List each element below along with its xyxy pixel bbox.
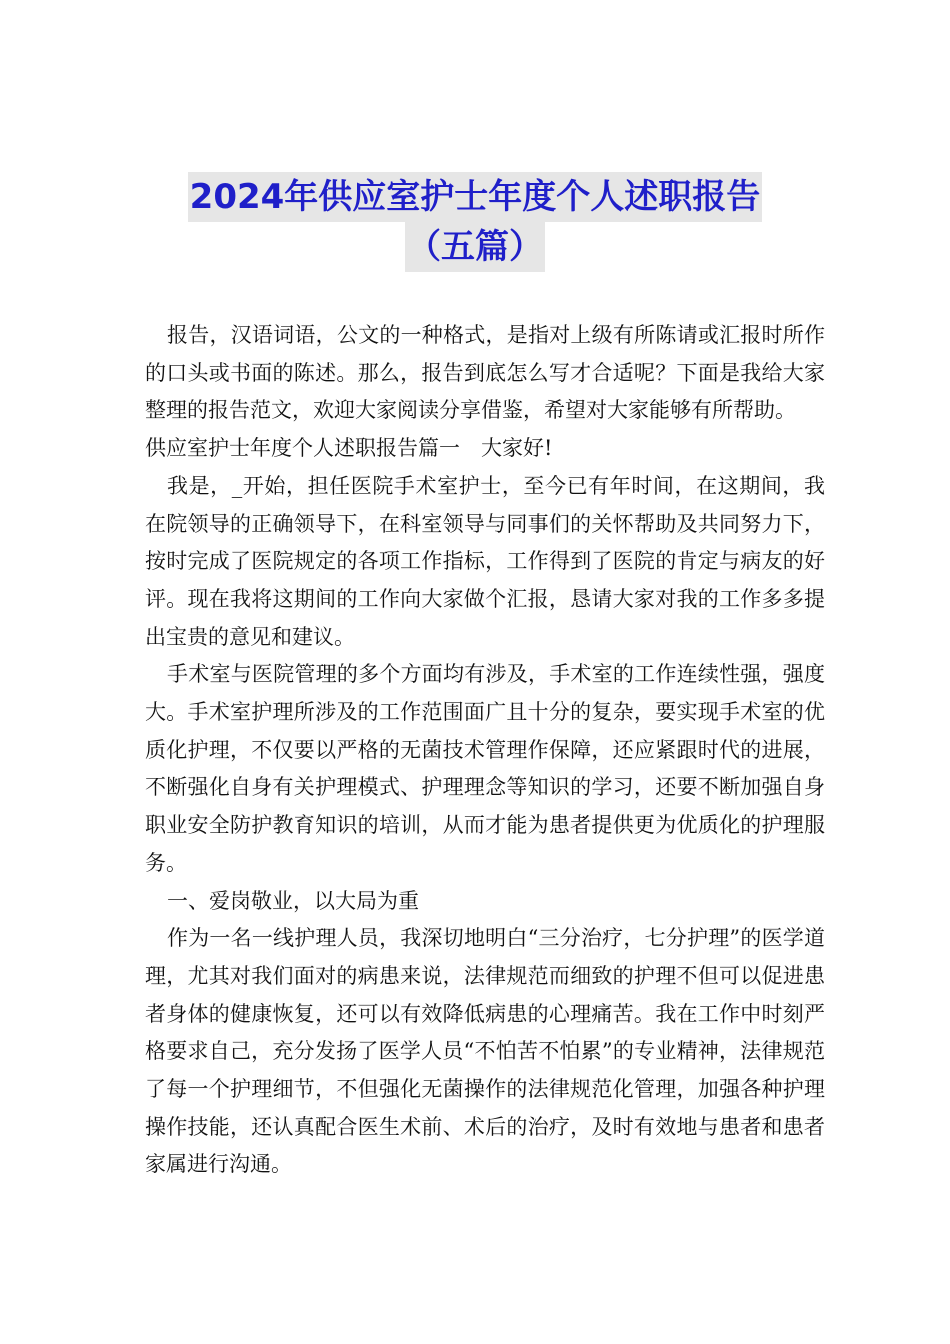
body-paragraph: 我是，_开始，担任医院手术室护士，至今已有年时间，在这期间，我在院领导的正确领导下，在科室领导与同事们的关怀帮助及共同努力下，按时完成了医院规定的各项工作指标，工作得到了医院的肯定与病友的好评。现在我将这期间的工作向大家做个汇报，恳请大家对我的工作多多提出宝贵的意见和建议。 xyxy=(145,473,825,649)
section-heading-part-one: 供应室护士年度个人述职报告篇一 大家好! xyxy=(145,436,553,461)
intro-paragraph: 报告，汉语词语，公文的一种格式，是指对上级有所陈请或汇报时所作的口头或书面的陈述。那么，报告到底怎么写才合适呢？下面是我给大家整理的报告范文，欢迎大家阅读分享借鉴，希望对大家能够有所帮助。 xyxy=(145,323,825,423)
document-title xyxy=(0,172,950,272)
title-line-1: 2024年供应室护士年度个人述职报告 xyxy=(188,172,763,222)
body-paragraph: 手术室与医院管理的多个方面均有涉及，手术室的工作连续性强，强度大。手术室护理所涉及的工作范围面广且十分的复杂，要实现手术室的优质化护理，不仅要以严格的无菌技术管理作保障，还应紧跟时代的进展，不断强化自身有关护理模式、护理理念等知识的学习，还要不断加强自身职业安全防护教育知识的培训，从而才能为患者提供更为优质化的护理服务。 xyxy=(145,662,825,875)
body-paragraph: 作为一名一线护理人员，我深切地明白“三分治疗，七分护理”的医学道理，尤其对我们面对的病患来说，法律规范而细致的护理不但可以促进患者身体的健康恢复，还可以有效降低病患的心理痛苦。我在工作中时刻严格要求自己，充分发扬了医学人员“不怕苦不怕累”的专业精神，法律规范了每一个护理细节，不但强化无菌操作的法律规范化管理，加强各种护理操作技能，还认真配合医生术前、术后的治疗，及时有效地与患者和患者家属进行沟通。 xyxy=(145,926,825,1177)
document-body xyxy=(145,317,825,1184)
subsection-heading: 一、爱岗敬业，以大局为重 xyxy=(167,888,419,913)
title-line-2: （五篇） xyxy=(405,222,545,272)
